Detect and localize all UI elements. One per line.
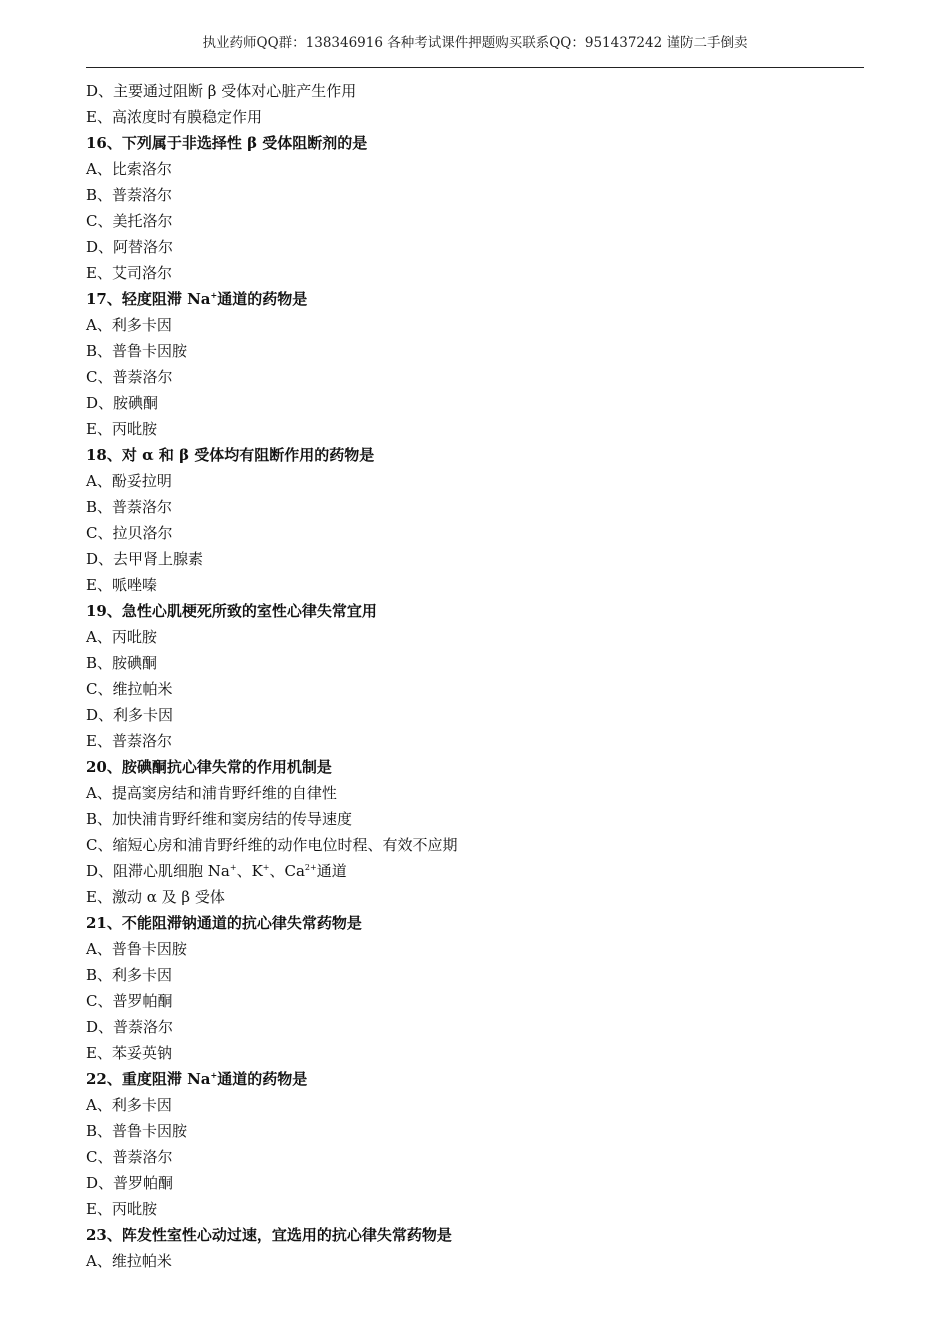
line-text: D、普罗帕酮 <box>86 1174 174 1192</box>
line-text: D、阿替洛尔 <box>86 238 174 256</box>
question-line <box>86 598 864 624</box>
question-line <box>86 286 864 312</box>
option-line <box>86 520 864 546</box>
line-text: A、普鲁卡因胺 <box>86 940 187 958</box>
line-text: A、提高窦房结和浦肯野纤维的自律性 <box>86 784 337 802</box>
line-text: A、维拉帕米 <box>86 1252 172 1270</box>
superscript-text: 2+ <box>304 863 317 872</box>
option-line <box>86 936 864 962</box>
line-text: B、普鲁卡因胺 <box>86 342 188 360</box>
line-text: 20、胺碘酮抗心律失常的作用机制是 <box>86 758 332 776</box>
line-text: 17、轻度阻滞 Na <box>86 290 211 308</box>
option-line <box>86 988 864 1014</box>
option-line <box>86 806 864 832</box>
line-text: A、酚妥拉明 <box>86 472 172 490</box>
option-line <box>86 728 864 754</box>
option-line <box>86 104 864 130</box>
line-text: C、缩短心房和浦肯野纤维的动作电位时程、有效不应期 <box>86 836 458 854</box>
line-text: A、利多卡因 <box>86 1096 172 1114</box>
option-line <box>86 312 864 338</box>
line-text: C、普萘洛尔 <box>86 368 173 386</box>
line-text: 、Ca <box>269 862 305 880</box>
line-text: B、普萘洛尔 <box>86 186 173 204</box>
line-text: B、加快浦肯野纤维和窦房结的传导速度 <box>86 810 353 828</box>
question-line <box>86 1066 864 1092</box>
option-line <box>86 702 864 728</box>
document-body <box>86 78 864 1274</box>
line-text: 通道 <box>316 862 347 880</box>
question-line <box>86 130 864 156</box>
line-text: C、拉贝洛尔 <box>86 524 173 542</box>
option-line <box>86 1248 864 1274</box>
line-text: A、丙吡胺 <box>86 628 157 646</box>
option-line <box>86 1144 864 1170</box>
superscript-text: + <box>229 863 237 872</box>
option-line <box>86 1196 864 1222</box>
line-text: 21、不能阻滞钠通道的抗心律失常药物是 <box>86 914 362 932</box>
line-text: C、维拉帕米 <box>86 680 173 698</box>
line-text: D、主要通过阻断 β 受体对心脏产生作用 <box>86 82 357 100</box>
line-text: C、普罗帕酮 <box>86 992 173 1010</box>
superscript-text: + <box>262 863 270 872</box>
option-line <box>86 260 864 286</box>
question-line <box>86 910 864 936</box>
page-header: 执业药师QQ群：138346916 各种考试课件押题购买联系QQ：951437242 谨防二手倒卖 <box>202 35 748 51</box>
line-text: E、丙吡胺 <box>86 420 157 438</box>
line-text: 23、阵发性室性心动过速，宜选用的抗心律失常药物是 <box>86 1226 452 1244</box>
superscript-text: + <box>210 1070 218 1080</box>
option-line <box>86 650 864 676</box>
option-line <box>86 832 864 858</box>
option-line <box>86 1170 864 1196</box>
option-line <box>86 468 864 494</box>
option-line <box>86 364 864 390</box>
option-line <box>86 208 864 234</box>
line-text: E、苯妥英钠 <box>86 1044 172 1062</box>
option-line <box>86 1118 864 1144</box>
line-text: D、普萘洛尔 <box>86 1018 174 1036</box>
question-line <box>86 1222 864 1248</box>
option-line <box>86 624 864 650</box>
line-text: C、普萘洛尔 <box>86 1148 173 1166</box>
question-line <box>86 442 864 468</box>
option-line <box>86 338 864 364</box>
option-line <box>86 962 864 988</box>
header-divider <box>86 67 864 68</box>
line-text: C、美托洛尔 <box>86 212 173 230</box>
line-text: A、比索洛尔 <box>86 160 172 178</box>
superscript-text: + <box>210 290 218 300</box>
line-text: 18、对 α 和 β 受体均有阻断作用的药物是 <box>86 446 375 464</box>
line-text: D、去甲肾上腺素 <box>86 550 204 568</box>
option-line <box>86 156 864 182</box>
option-line <box>86 884 864 910</box>
line-text: E、丙吡胺 <box>86 1200 157 1218</box>
option-line <box>86 390 864 416</box>
line-text: B、普鲁卡因胺 <box>86 1122 188 1140</box>
option-line <box>86 494 864 520</box>
line-text: E、普萘洛尔 <box>86 732 172 750</box>
option-line <box>86 78 864 104</box>
line-text: 19、急性心肌梗死所致的室性心律失常宜用 <box>86 602 377 620</box>
line-text: 22、重度阻滞 Na <box>86 1070 211 1088</box>
option-line <box>86 234 864 260</box>
option-line <box>86 1040 864 1066</box>
option-line <box>86 416 864 442</box>
line-text: D、阻滞心肌细胞 Na <box>86 862 230 880</box>
line-text: 通道的药物是 <box>217 1070 308 1088</box>
line-text: B、胺碘酮 <box>86 654 158 672</box>
option-line <box>86 572 864 598</box>
line-text: B、普萘洛尔 <box>86 498 173 516</box>
option-line <box>86 780 864 806</box>
line-text: D、胺碘酮 <box>86 394 159 412</box>
option-line <box>86 1092 864 1118</box>
line-text: E、高浓度时有膜稳定作用 <box>86 108 262 126</box>
line-text: 通道的药物是 <box>217 290 308 308</box>
option-line <box>86 182 864 208</box>
line-text: E、激动 α 及 β 受体 <box>86 888 225 906</box>
line-text: A、利多卡因 <box>86 316 172 334</box>
line-text: 、K <box>236 862 263 880</box>
line-text: E、艾司洛尔 <box>86 264 172 282</box>
option-line <box>86 676 864 702</box>
line-text: B、利多卡因 <box>86 966 173 984</box>
line-text: D、利多卡因 <box>86 706 174 724</box>
option-line <box>86 1014 864 1040</box>
option-line <box>86 546 864 572</box>
line-text: 16、下列属于非选择性 β 受体阻断剂的是 <box>86 134 368 152</box>
line-text: E、哌唑嗪 <box>86 576 157 594</box>
question-line <box>86 754 864 780</box>
option-line <box>86 858 864 884</box>
